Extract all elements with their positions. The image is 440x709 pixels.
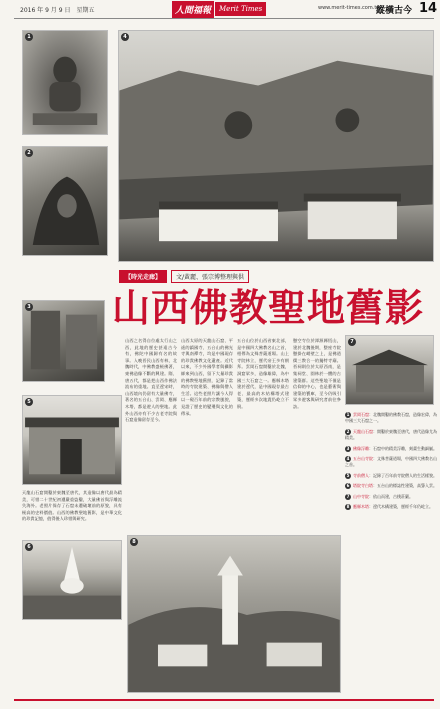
logo-english: Merit Times	[215, 2, 266, 16]
white-pagoda-illustration	[23, 541, 121, 619]
photo-5	[22, 395, 122, 485]
photo-4	[118, 30, 434, 262]
caption-4: 4 五台山寺院：文殊菩薩道場，中國四大佛教名山之首。	[345, 456, 437, 468]
masthead-logo	[172, 2, 266, 16]
header-rule	[14, 18, 434, 19]
relief-illustration	[23, 301, 104, 381]
caption-6: 6 塔院寺白塔：五台山的標誌性建築，高聳入雲。	[346, 483, 437, 489]
section-name: 縱橫古今	[376, 6, 413, 16]
page-header	[0, 0, 440, 20]
article-column-2: 山西太原的天龍山石窟、平遙的鎮國寺、五台山的佛光寺與南禪寺，均是中國現存的珍貴佛教文化遺產。近代以來，不少外國學者與攝影師來到山西，留下大量珍貴的佛教聖地舊照，記錄了當時的寺院建築、佛像與僧人生活。這些老照片讓今人得以一窺百年前的宗教風貌，見證了歷史的變遷與文化的傳承。	[181, 338, 233, 416]
cliff-temple-illustration	[119, 31, 433, 261]
caption-7: 7 山中寺院：依山而建，古樸莊嚴。	[346, 493, 413, 499]
photo-number: 1	[25, 33, 33, 41]
footer-rule	[14, 699, 434, 701]
photo-8	[127, 535, 341, 693]
photo-6	[22, 540, 122, 620]
article-column-5: 天龍山石窟開鑿於東魏至唐代，其造像以唐代最為精美，可惜二十世紀初遭嚴重盜鑿，大量佛首與浮雕流失海外。老照片保存了石窟未遭破壞前的原貌，具有極高的史料價值。山西的佛教聖地舊影，是中華文化的珍貴記憶，值得後人珍惜與研究。	[22, 490, 122, 522]
page-number: 14	[419, 1, 438, 16]
caption-8: 8 應縣木塔：遼代木構建築，歷經千年仍屹立。	[346, 504, 433, 510]
logo-chinese: 人間福報	[172, 1, 214, 18]
photo-1	[22, 30, 108, 135]
article-column-4: 懸空寺位於渾源縣恆山，建於北魏後期，整座寺院懸掛在峭壁之上，是佛道儒三教合一的獨特寺廟。晉祠則位於太原西南，是集祠堂、園林於一體的古建築群。這些聖地不僅是信仰的中心，也是藝術與建築的寶庫，至今仍吸引眾多遊客與研究者前往參訪。	[293, 338, 341, 409]
article-column-3: 五台山位於山西省東北部，是中國四大佛教名山之首，相傳為文殊菩薩道場。山上寺院林立，歷代帝王多有朝拜。雲岡石窟開鑿於北魏，洞窟眾多，造像雄偉，為中國三大石窟之一。應縣木塔建於遼代，是中國現存最古老、最高的木結構塔式建築，歷經多次地震仍屹立不倒。	[237, 338, 289, 409]
caption-5: 5 寺前僧人：記錄了百年前寺院僧人的生活樣貌。	[346, 472, 437, 478]
issue-date: 2016 年 9 月 9 日 星期五	[20, 7, 95, 14]
photo-7	[345, 335, 434, 405]
caption-1: 1 雲岡石窟：北魏開鑿的佛教石窟，造像宏偉，為中國三大石窟之一。	[345, 412, 437, 424]
temple-gate-illustration	[23, 396, 121, 484]
photo-number: 6	[25, 543, 33, 551]
cave-illustration	[23, 147, 107, 255]
photo-2	[22, 146, 108, 256]
headline: 山西佛教聖地舊影	[112, 285, 425, 330]
site-url: www.merit-times.com.tw	[318, 5, 381, 11]
wooden-pagoda-illustration	[128, 536, 340, 692]
column-tag: 【時光走廊】	[119, 270, 167, 283]
caption-2: 2 天龍山石窟：開鑿於東魏至唐代，唐代造像尤為精美。	[345, 428, 437, 441]
photo-3	[22, 300, 105, 382]
hill-temple-illustration	[346, 336, 433, 404]
photo-number: 3	[25, 303, 33, 311]
buddha-statue-illustration	[23, 31, 107, 134]
photo-captions	[345, 412, 437, 702]
photo-number: 4	[121, 33, 129, 41]
photo-number: 7	[348, 338, 356, 346]
caption-3: 3 佛像浮雕：石窟中的精美浮雕，刻畫生動細膩。	[346, 445, 437, 451]
photo-number: 2	[25, 149, 33, 157]
photo-number: 8	[130, 538, 138, 546]
byline: 文/黃麗、張宗博整理與供	[171, 270, 249, 283]
photo-number: 5	[25, 398, 33, 406]
column-banner	[119, 270, 249, 282]
article-column-1: 山西之名得自位處太行山之西，此地的歷史甚遠古今有，佛陀中國歸有名的故事。入晚晉民山西有林，北魏時代，中佛教盛極佛著，東佛造像不斷的興建。隋、唐五代，都是把山西作佛法流布的重地。直至遼宋時，山西境內仍留有大量佛寺，著名的五台山、雲岡、應縣木塔，都是遊人的聖地。此外山西亦有不少古老寺院與石窟造像留存至今。	[125, 338, 177, 423]
